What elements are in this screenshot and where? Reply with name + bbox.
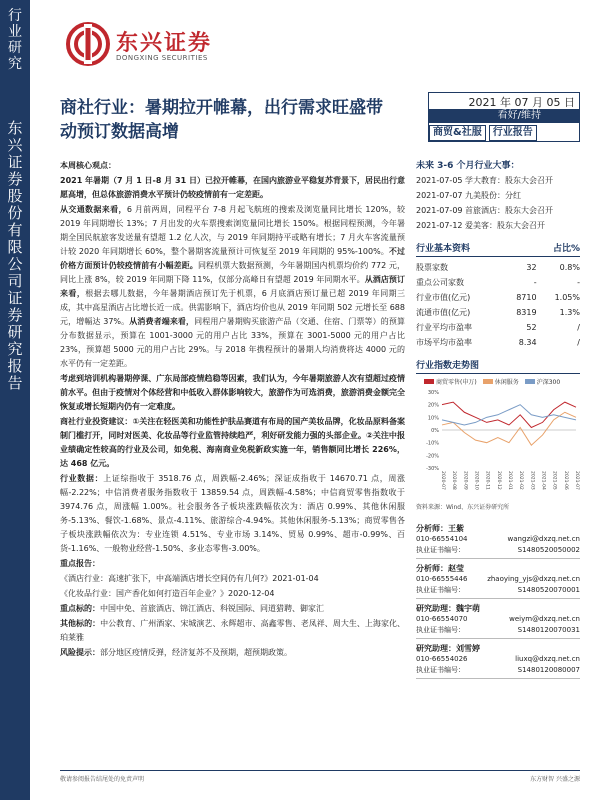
sidebar-char: 究 bbox=[8, 56, 22, 72]
series-line bbox=[442, 412, 576, 445]
y-tick-label: 10% bbox=[427, 415, 439, 422]
cert-label: 执业证书编号： bbox=[416, 546, 465, 554]
sidebar-char: 证 bbox=[7, 153, 23, 171]
sidebar-char: 研 bbox=[7, 323, 23, 341]
y-tick-label: -20% bbox=[426, 453, 439, 460]
stats-col-header: 占比% bbox=[552, 244, 580, 254]
stats-cell: 行业平均市盈率 bbox=[416, 323, 472, 332]
stats-cell: - bbox=[577, 278, 580, 287]
sidebar-char: 东 bbox=[7, 119, 23, 137]
logo-text-cn: 东兴证券 bbox=[116, 31, 213, 56]
y-tick-label: 30% bbox=[427, 390, 439, 396]
transport-label: 从交通数据来看， bbox=[60, 205, 127, 214]
event-item: 2021-07-09 首旅酒店：股东大会召开 bbox=[416, 206, 554, 215]
analyst-cert bbox=[416, 625, 580, 636]
cert-number: S1480120070031 bbox=[517, 626, 580, 634]
risk-text: 部分地区疫情反弹，经济复苏不及预期，超预期政策。 bbox=[100, 648, 292, 657]
stats-cell: 市场平均市盈率 bbox=[416, 338, 472, 347]
other-stocks-label: 其他标的： bbox=[60, 619, 101, 628]
industry-data-text: 上证综指收于 3518.76 点，周跌幅-2.46%；深证成指收于 14670.71 点，周涨幅-2.22%；中信消费者服务指数收于 13859.54 点，周跌幅-4.58%；中信商贸零售指数收于 3974.76 点，周涨幅 1.00%。社会服务各子板块涨跌幅依次为：酒店 0.99%、其他休闲服务-5.13%、餐饮-1.68%、景点-4.11%、旅游综合-4.94%。其他休闲服务-5.13%；商贸零售各子板块涨跌幅依次为：专业连锁 4.51%、专业市场 3.14%、贸易 0.99%、超市-0.99%、百货-1.16%、一般物业经营-1.50%、多业态零售-3.00%。 bbox=[60, 474, 405, 553]
x-tick-label: 2020-12 bbox=[495, 471, 501, 490]
stats-cell: 1.05% bbox=[554, 293, 580, 302]
legend-swatch bbox=[525, 379, 535, 384]
consumer-label: 从消费者端来看， bbox=[129, 317, 195, 326]
stats-cell: 1.3% bbox=[559, 308, 580, 317]
stats-heading: 行业基本资料 bbox=[416, 244, 471, 254]
analyst-name: 分析师：王紫 bbox=[416, 524, 464, 533]
key-stocks-label: 重点标的： bbox=[60, 604, 100, 613]
legend-label: 休闲服务 bbox=[494, 379, 519, 386]
event-item: 2021-07-07 九美股份：分红 bbox=[416, 191, 522, 200]
events-heading: 未来 3-6 个月行业大事： bbox=[416, 161, 520, 171]
x-tick-label: 2021-07 bbox=[574, 471, 579, 490]
report-body bbox=[60, 158, 405, 661]
analyst-phone: 010-66555446 bbox=[416, 575, 468, 583]
advice-text: ①关注在轻医美和功能性护肤品赛道有布局的国产美妆品牌，化妆品原料备案制门槛打开，同时对医美、化妆品等行业监管持续趋严，利好研发能力强的头部企业。②关注中报业绩确定性较高的行业及公司，如免税、海南商业免税新政实施一年，销售额同比增长 226%，达 468 亿元。 bbox=[60, 417, 405, 468]
sidebar-char: 司 bbox=[7, 272, 23, 290]
advice-label: 商社行业投资建议： bbox=[60, 417, 133, 426]
industry-data-label: 行业数据： bbox=[60, 474, 104, 483]
other-stocks: 中公教育、广州酒家、宋城演艺、永辉超市、高鑫零售、老凤祥、周大生、上海家化、珀莱雅 bbox=[60, 619, 406, 642]
x-tick-label: 2020-09 bbox=[462, 471, 468, 490]
x-tick-label: 2021-05 bbox=[551, 471, 557, 490]
x-tick-label: 2021-01 bbox=[507, 471, 512, 490]
price-note: 不过价格方面预计仍较疫情前有小幅差距。 bbox=[60, 247, 406, 270]
analyst-email: wangzi@dxzq.net.cn bbox=[507, 535, 580, 543]
analyst-contact bbox=[416, 654, 580, 665]
y-tick-label: 20% bbox=[427, 402, 439, 409]
logo-text-en: DONGXING SECURITIES bbox=[116, 54, 208, 62]
analyst-email: weiym@dxzq.net.cn bbox=[509, 615, 580, 623]
stats-cell: 8710 bbox=[516, 293, 537, 302]
paragraph-summary: 2021 年暑期（7 月 1 日-8 月 31 日）已拉开帷幕，在国内旅游业平稳复苏背景下，居民出行意愿高增，但总体旅游消费水平预计仍较疫情前有一定差距。 bbox=[60, 176, 405, 199]
transport-text: 6 月前两周，同程平台 7-8 月起飞航班的搜索及浏览量同比增长 120%，较 2019 年同期增长 13%；7 月出发的火车票搜索浏览量同比增长 150%。根据同程预测，今年暑期全国民航旅客发送量有望超 1.2 亿人次，与 2019 年同期持平或略有增长；7 月火车客流量预计较 2020 年同期增长 60%，整个暑期客流量预计可恢复至 2019 年同期的 95%-100%。 bbox=[60, 205, 406, 256]
analyst-cert bbox=[416, 665, 580, 676]
legend-item bbox=[525, 377, 560, 386]
chart-source: 资料来源：Wind、东兴证券研究所 bbox=[416, 504, 510, 511]
stats-cell: 行业市值(亿元) bbox=[416, 293, 471, 302]
key-stocks: 中国中免、首旅酒店、锦江酒店、科锐国际、同道猎聘、御家汇 bbox=[100, 604, 324, 613]
logo-mark-icon bbox=[66, 22, 110, 66]
hotel-text: 根据去哪儿数据，今年暑期酒店预订先于机票，6 月底酒店预订量已超 2019 年同期三成，其中高星酒店占比增长近一成。供需影响下，酒店均价也从 2019 年同期 502 元增长至 688 元，增幅达 37%。 bbox=[60, 289, 406, 326]
y-tick-label: -30% bbox=[426, 466, 439, 472]
analyst-name: 研究助理：刘雪婷 bbox=[416, 644, 480, 653]
cert-number: S1480120080007 bbox=[517, 666, 580, 674]
analyst-phone: 010-66554070 bbox=[416, 615, 468, 623]
rating-badge: 看好/维持 bbox=[429, 109, 579, 123]
recommended-reports-label: 重点报告： bbox=[60, 559, 100, 568]
company-logo bbox=[66, 22, 246, 72]
legend-item bbox=[483, 377, 519, 386]
event-item: 2021-07-12 爱美客：股东大会召开 bbox=[416, 221, 546, 230]
sidebar-char: 份 bbox=[7, 204, 23, 222]
analyst-name: 分析师：赵莹 bbox=[416, 564, 464, 573]
x-tick-label: 2020-10 bbox=[473, 471, 479, 490]
chart-header bbox=[416, 358, 580, 374]
legend-item bbox=[424, 377, 477, 386]
hotel-label: 从酒店预订来看， bbox=[60, 275, 405, 298]
stats-cell: 股票家数 bbox=[416, 263, 448, 272]
analyst-phone: 010-66554104 bbox=[416, 535, 468, 543]
events-list bbox=[416, 173, 580, 233]
cert-label: 执业证书编号： bbox=[416, 666, 465, 674]
stats-row bbox=[416, 275, 580, 290]
recommended-report-2: 《化妆品行业：国产香化如何打造百年企业？》2020-12-04 bbox=[60, 589, 275, 598]
sidebar-char: 告 bbox=[7, 374, 23, 392]
core-label: 本周核心观点： bbox=[60, 161, 116, 170]
cert-label: 执业证书编号： bbox=[416, 626, 465, 634]
sidebar-char: 限 bbox=[7, 238, 23, 256]
analyst-contact bbox=[416, 574, 580, 585]
stats-cell: 0.8% bbox=[559, 263, 580, 272]
stats-row bbox=[416, 305, 580, 320]
sidebar-company-label bbox=[6, 120, 24, 392]
chart-heading: 行业指数走势图 bbox=[416, 361, 480, 371]
tag-sector: 商贸&社服 bbox=[429, 125, 486, 141]
stats-row bbox=[416, 290, 580, 305]
stats-row bbox=[416, 320, 580, 335]
analyst-contact bbox=[416, 534, 580, 545]
report-date: 2021 年 07 月 05 日 bbox=[468, 96, 575, 109]
footer-disclaimer: 敬请参阅报告结尾处的免责声明 bbox=[60, 776, 145, 783]
cert-number: S1480520050002 bbox=[517, 546, 580, 554]
footer-slogan: 东方财智 兴盛之源 bbox=[530, 776, 580, 783]
analyst-contact bbox=[416, 614, 580, 625]
stats-cell: 8.34 bbox=[518, 338, 537, 347]
sidebar-char: 券 bbox=[7, 170, 23, 188]
stats-table bbox=[416, 260, 580, 350]
tag-report-type: 行业报告 bbox=[489, 125, 537, 141]
sidebar-char: 有 bbox=[7, 221, 23, 239]
x-tick-label: 2021-06 bbox=[562, 471, 568, 490]
stats-cell: 8319 bbox=[516, 308, 537, 317]
stats-cell: 52 bbox=[526, 323, 537, 332]
analyst-cert bbox=[416, 585, 580, 596]
stats-header bbox=[416, 241, 580, 257]
sidebar-char: 行 bbox=[8, 8, 22, 24]
analyst-name: 研究助理：魏宇萌 bbox=[416, 604, 480, 613]
x-tick-label: 2020-11 bbox=[484, 471, 490, 490]
y-tick-label: -10% bbox=[426, 440, 439, 447]
analyst-email: zhaoying_yjs@dxzq.net.cn bbox=[487, 575, 580, 583]
stats-row bbox=[416, 335, 580, 350]
legend-label: 商贸零售(申万) bbox=[436, 379, 477, 386]
y-tick-label: 0% bbox=[431, 428, 439, 434]
sidebar-char: 究 bbox=[7, 340, 23, 358]
x-tick-label: 2021-04 bbox=[540, 471, 546, 490]
sidebar-category-label bbox=[6, 8, 24, 72]
x-tick-label: 2021-03 bbox=[529, 471, 535, 490]
sidebar-band bbox=[0, 0, 30, 800]
analyst-card bbox=[416, 641, 580, 679]
sidebar-char: 研 bbox=[8, 40, 22, 56]
stats-row bbox=[416, 260, 580, 275]
analyst-card bbox=[416, 601, 580, 639]
legend-swatch bbox=[424, 379, 434, 384]
analyst-card bbox=[416, 561, 580, 599]
sidebar-char: 证 bbox=[7, 289, 23, 307]
analyst-phone: 010-66554026 bbox=[416, 655, 468, 663]
cert-number: S1480520070001 bbox=[517, 586, 580, 594]
paragraph-data bbox=[60, 203, 405, 371]
stats-cell: 重点公司家数 bbox=[416, 278, 464, 287]
x-tick-label: 2020-08 bbox=[451, 471, 457, 490]
right-column bbox=[416, 158, 580, 681]
consumer-text: 同程用户暑期购买旅游产品（交通、住宿、门票等）的预算分布数据显示，预算在 1001-3000 元的用户占比 33%，预算在 3001-5000 元的用户占比 23%，预算超 5000 元的用户占比 29%。与 2018 年携程预计的暑期人均消费将达 4000 元的水平仍有一定差距。 bbox=[60, 317, 406, 368]
analyst-card bbox=[416, 521, 580, 559]
legend-swatch bbox=[483, 379, 493, 384]
x-tick-label: 2020-07 bbox=[440, 471, 445, 490]
stats-cell: 流通市值(亿元) bbox=[416, 308, 471, 317]
sidebar-char: 券 bbox=[7, 306, 23, 324]
paragraph-outlook: 考虑到培训机构暑期停课、广东局部疫情趋稳等因素，我们认为，今年暑期旅游人次有望超过疫情前水平。但由于疫情对个体经营和中低收入群体影响较大，旅游作为可选消费，旅游消费金额完全恢复或增长短期内仍有一定难度。 bbox=[60, 374, 405, 411]
report-meta-box bbox=[428, 92, 580, 142]
paragraph-industry-data bbox=[60, 472, 405, 556]
legend-label: 沪深300 bbox=[536, 379, 561, 386]
stats-cell: - bbox=[533, 278, 537, 287]
price-text: 同程机票大数据预测，今年暑期国内机票均价约 772 元，同比上涨 8%，较 2019 年同期下降 11%，仅部分高峰日有望超 2019 年同期水平。 bbox=[60, 261, 406, 284]
cert-label: 执业证书编号： bbox=[416, 586, 465, 594]
stats-cell: 32 bbox=[526, 263, 537, 272]
stats-cell: / bbox=[577, 338, 580, 347]
risk-label: 风险提示： bbox=[60, 648, 100, 657]
sidebar-char: 业 bbox=[8, 24, 22, 40]
index-trend-chart bbox=[416, 386, 580, 498]
sidebar-char: 股 bbox=[7, 187, 23, 205]
stats-cell: / bbox=[577, 323, 580, 332]
recommended-report-1: 《酒店行业：高速扩张下，中高端酒店增长空间仍有几何?》2021-01-04 bbox=[60, 574, 319, 583]
x-tick-label: 2021-02 bbox=[518, 471, 524, 490]
event-item: 2021-07-05 学大教育：股东大会召开 bbox=[416, 176, 554, 185]
footer-divider bbox=[60, 770, 580, 771]
sidebar-char: 报 bbox=[7, 357, 23, 375]
analyst-cert bbox=[416, 545, 580, 556]
sidebar-char: 公 bbox=[7, 255, 23, 273]
sidebar-char: 兴 bbox=[7, 136, 23, 154]
report-title: 商社行业：暑期拉开帷幕，出行需求旺盛带动预订数据高增 bbox=[60, 98, 383, 142]
analyst-email: liuxq@dxzq.net.cn bbox=[515, 655, 580, 663]
paragraph-advice bbox=[60, 415, 405, 471]
chart-legend bbox=[424, 377, 580, 386]
analyst-list bbox=[416, 521, 580, 679]
